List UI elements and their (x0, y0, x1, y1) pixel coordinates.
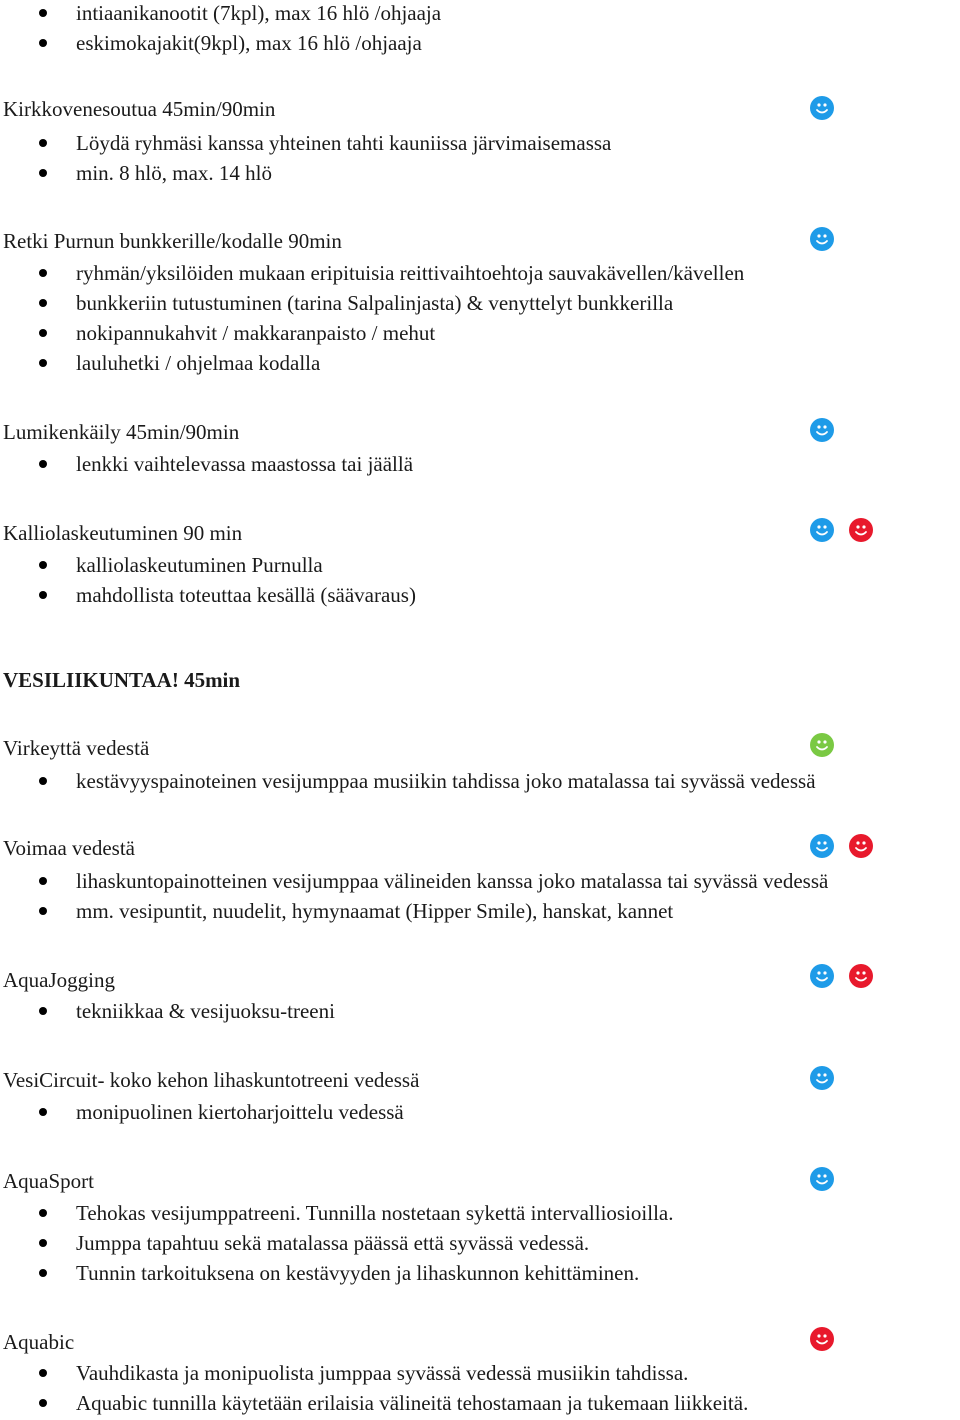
section-heading: Retki Purnun bunkkerille/kodalle 90min (3, 229, 342, 253)
list-item-text: kestävyyspainoteinen vesijumppaa musiikin tahdissa joko matalassa tai syvässä vedessä (76, 769, 816, 793)
bullet-icon (39, 1007, 47, 1015)
list-item (0, 552, 416, 582)
section-bullet-list (0, 768, 816, 798)
list-item (0, 1099, 404, 1129)
red-smiley-icon (810, 1327, 834, 1351)
bullet-icon (39, 1209, 47, 1217)
list-item (0, 260, 744, 290)
list-item-text: min. 8 hlö, max. 14 hlö (76, 161, 272, 185)
list-item-text: eskimokajakit(9kpl), max 16 hlö /ohjaaja (76, 31, 422, 55)
bullet-icon (39, 1108, 47, 1116)
bullet-icon (39, 1399, 47, 1407)
bullet-icon (39, 561, 47, 569)
list-item-text: Tunnin tarkoituksena on kestävyyden ja lihaskunnon kehittäminen. (76, 1261, 640, 1285)
list-item-text: mm. vesipuntit, nuudelit, hymynaamat (Hipper Smile), hanskat, kannet (76, 899, 674, 923)
bullet-icon (39, 9, 47, 17)
list-item-text: monipuolinen kiertoharjoittelu vedessä (76, 1100, 404, 1124)
list-item (0, 290, 744, 320)
list-item (0, 320, 744, 350)
bullet-icon (39, 460, 47, 468)
list-item-text: Aquabic tunnilla käytetään erilaisia välineitä tehostamaan ja tukemaan liikkeitä. (76, 1391, 749, 1415)
section-heading: AquaJogging (3, 968, 115, 992)
bullet-icon (39, 777, 47, 785)
section-heading: Aquabic (3, 1330, 75, 1354)
section-heading: Voimaa vedestä (3, 836, 135, 860)
bullet-icon (39, 591, 47, 599)
section-bullet-list (0, 868, 828, 928)
section-bullet-list (0, 130, 611, 190)
list-item-text: Vauhdikasta ja monipuolista jumppaa syvässä vedessä musiikin tahdissa. (76, 1361, 689, 1385)
bullet-icon (39, 269, 47, 277)
blue-smiley-icon (810, 834, 834, 858)
section-heading: AquaSport (3, 1169, 94, 1193)
section-heading: Kalliolaskeutuminen 90 min (3, 521, 243, 545)
bullet-icon (39, 329, 47, 337)
list-item (0, 868, 828, 898)
list-item-text: ryhmän/yksilöiden mukaan eripituisia reittivaihtoehtoja sauvakävellen/kävellen (76, 261, 745, 285)
section-heading: VesiCircuit- koko kehon lihaskuntotreeni vedessä (3, 1068, 420, 1092)
red-smiley-icon (849, 834, 873, 858)
list-item (0, 1360, 748, 1390)
list-item-text: tekniikkaa & vesijuoksu-treeni (76, 999, 335, 1023)
section-bullet-list (0, 1200, 674, 1290)
blue-smiley-icon (810, 518, 834, 542)
list-item (0, 451, 413, 481)
bullet-icon (39, 1269, 47, 1277)
list-item (0, 130, 611, 160)
blue-smiley-icon (810, 418, 834, 442)
list-item (0, 998, 335, 1028)
list-item (0, 30, 441, 60)
list-item (0, 0, 441, 30)
blue-smiley-icon (810, 964, 834, 988)
blue-smiley-icon (810, 227, 834, 251)
list-item-text: lenkki vaihtelevassa maastossa tai jäällä (76, 452, 414, 476)
blue-smiley-icon (810, 1066, 834, 1090)
list-item (0, 1260, 674, 1290)
bullet-icon (39, 359, 47, 367)
section-heading: Kirkkovenesoutua 45min/90min (3, 97, 276, 121)
section-bullet-list (0, 552, 416, 612)
bullet-icon (39, 299, 47, 307)
bullet-icon (39, 169, 47, 177)
top-bullet-list (0, 0, 441, 60)
bullet-icon (39, 139, 47, 147)
list-item-text: Jumppa tapahtuu sekä matalassa päässä että syvässä vedessä. (76, 1231, 590, 1255)
bullet-icon (39, 877, 47, 885)
section-bullet-list (0, 1360, 748, 1420)
list-item (0, 898, 828, 928)
list-item (0, 1230, 674, 1260)
blue-smiley-icon (810, 96, 834, 120)
green-smiley-icon (810, 733, 834, 757)
section-heading: Virkeyttä vedestä (3, 736, 150, 760)
section-bullet-list (0, 998, 335, 1028)
bullet-icon (39, 907, 47, 915)
bullet-icon (39, 39, 47, 47)
list-item-text: mahdollista toteuttaa kesällä (säävaraus) (76, 583, 416, 607)
blue-smiley-icon (810, 1167, 834, 1191)
list-item-text: nokipannukahvit / makkaranpaisto / mehut (76, 321, 436, 345)
list-item-text: lauluhetki / ohjelmaa kodalla (76, 351, 321, 375)
bullet-icon (39, 1369, 47, 1377)
list-item (0, 1200, 674, 1230)
section-heading: Lumikenkäily 45min/90min (3, 420, 240, 444)
section-heading: VESILIIKUNTAA! 45min (3, 668, 241, 692)
section-bullet-list (0, 1099, 404, 1129)
list-item (0, 350, 744, 380)
red-smiley-icon (849, 518, 873, 542)
list-item-text: lihaskuntopainotteinen vesijumppaa välineiden kanssa joko matalassa tai syvässä vedessä (76, 869, 829, 893)
list-item (0, 1390, 748, 1420)
red-smiley-icon (849, 964, 873, 988)
list-item-text: kalliolaskeutuminen Purnulla (76, 553, 323, 577)
bullet-icon (39, 1239, 47, 1247)
list-item-text: Tehokas vesijumppatreeni. Tunnilla nostetaan sykettä intervalliosioilla. (76, 1201, 674, 1225)
section-bullet-list (0, 260, 744, 380)
section-bullet-list (0, 451, 413, 481)
list-item (0, 160, 611, 190)
list-item-text: bunkkeriin tutustuminen (tarina Salpalinjasta) & venyttelyt bunkkerilla (76, 291, 674, 315)
list-item-text: intiaanikanootit (7kpl), max 16 hlö /ohjaaja (76, 1, 442, 25)
list-item (0, 768, 816, 798)
list-item-text: Löydä ryhmäsi kanssa yhteinen tahti kauniissa järvimaisemassa (76, 131, 612, 155)
list-item (0, 582, 416, 612)
